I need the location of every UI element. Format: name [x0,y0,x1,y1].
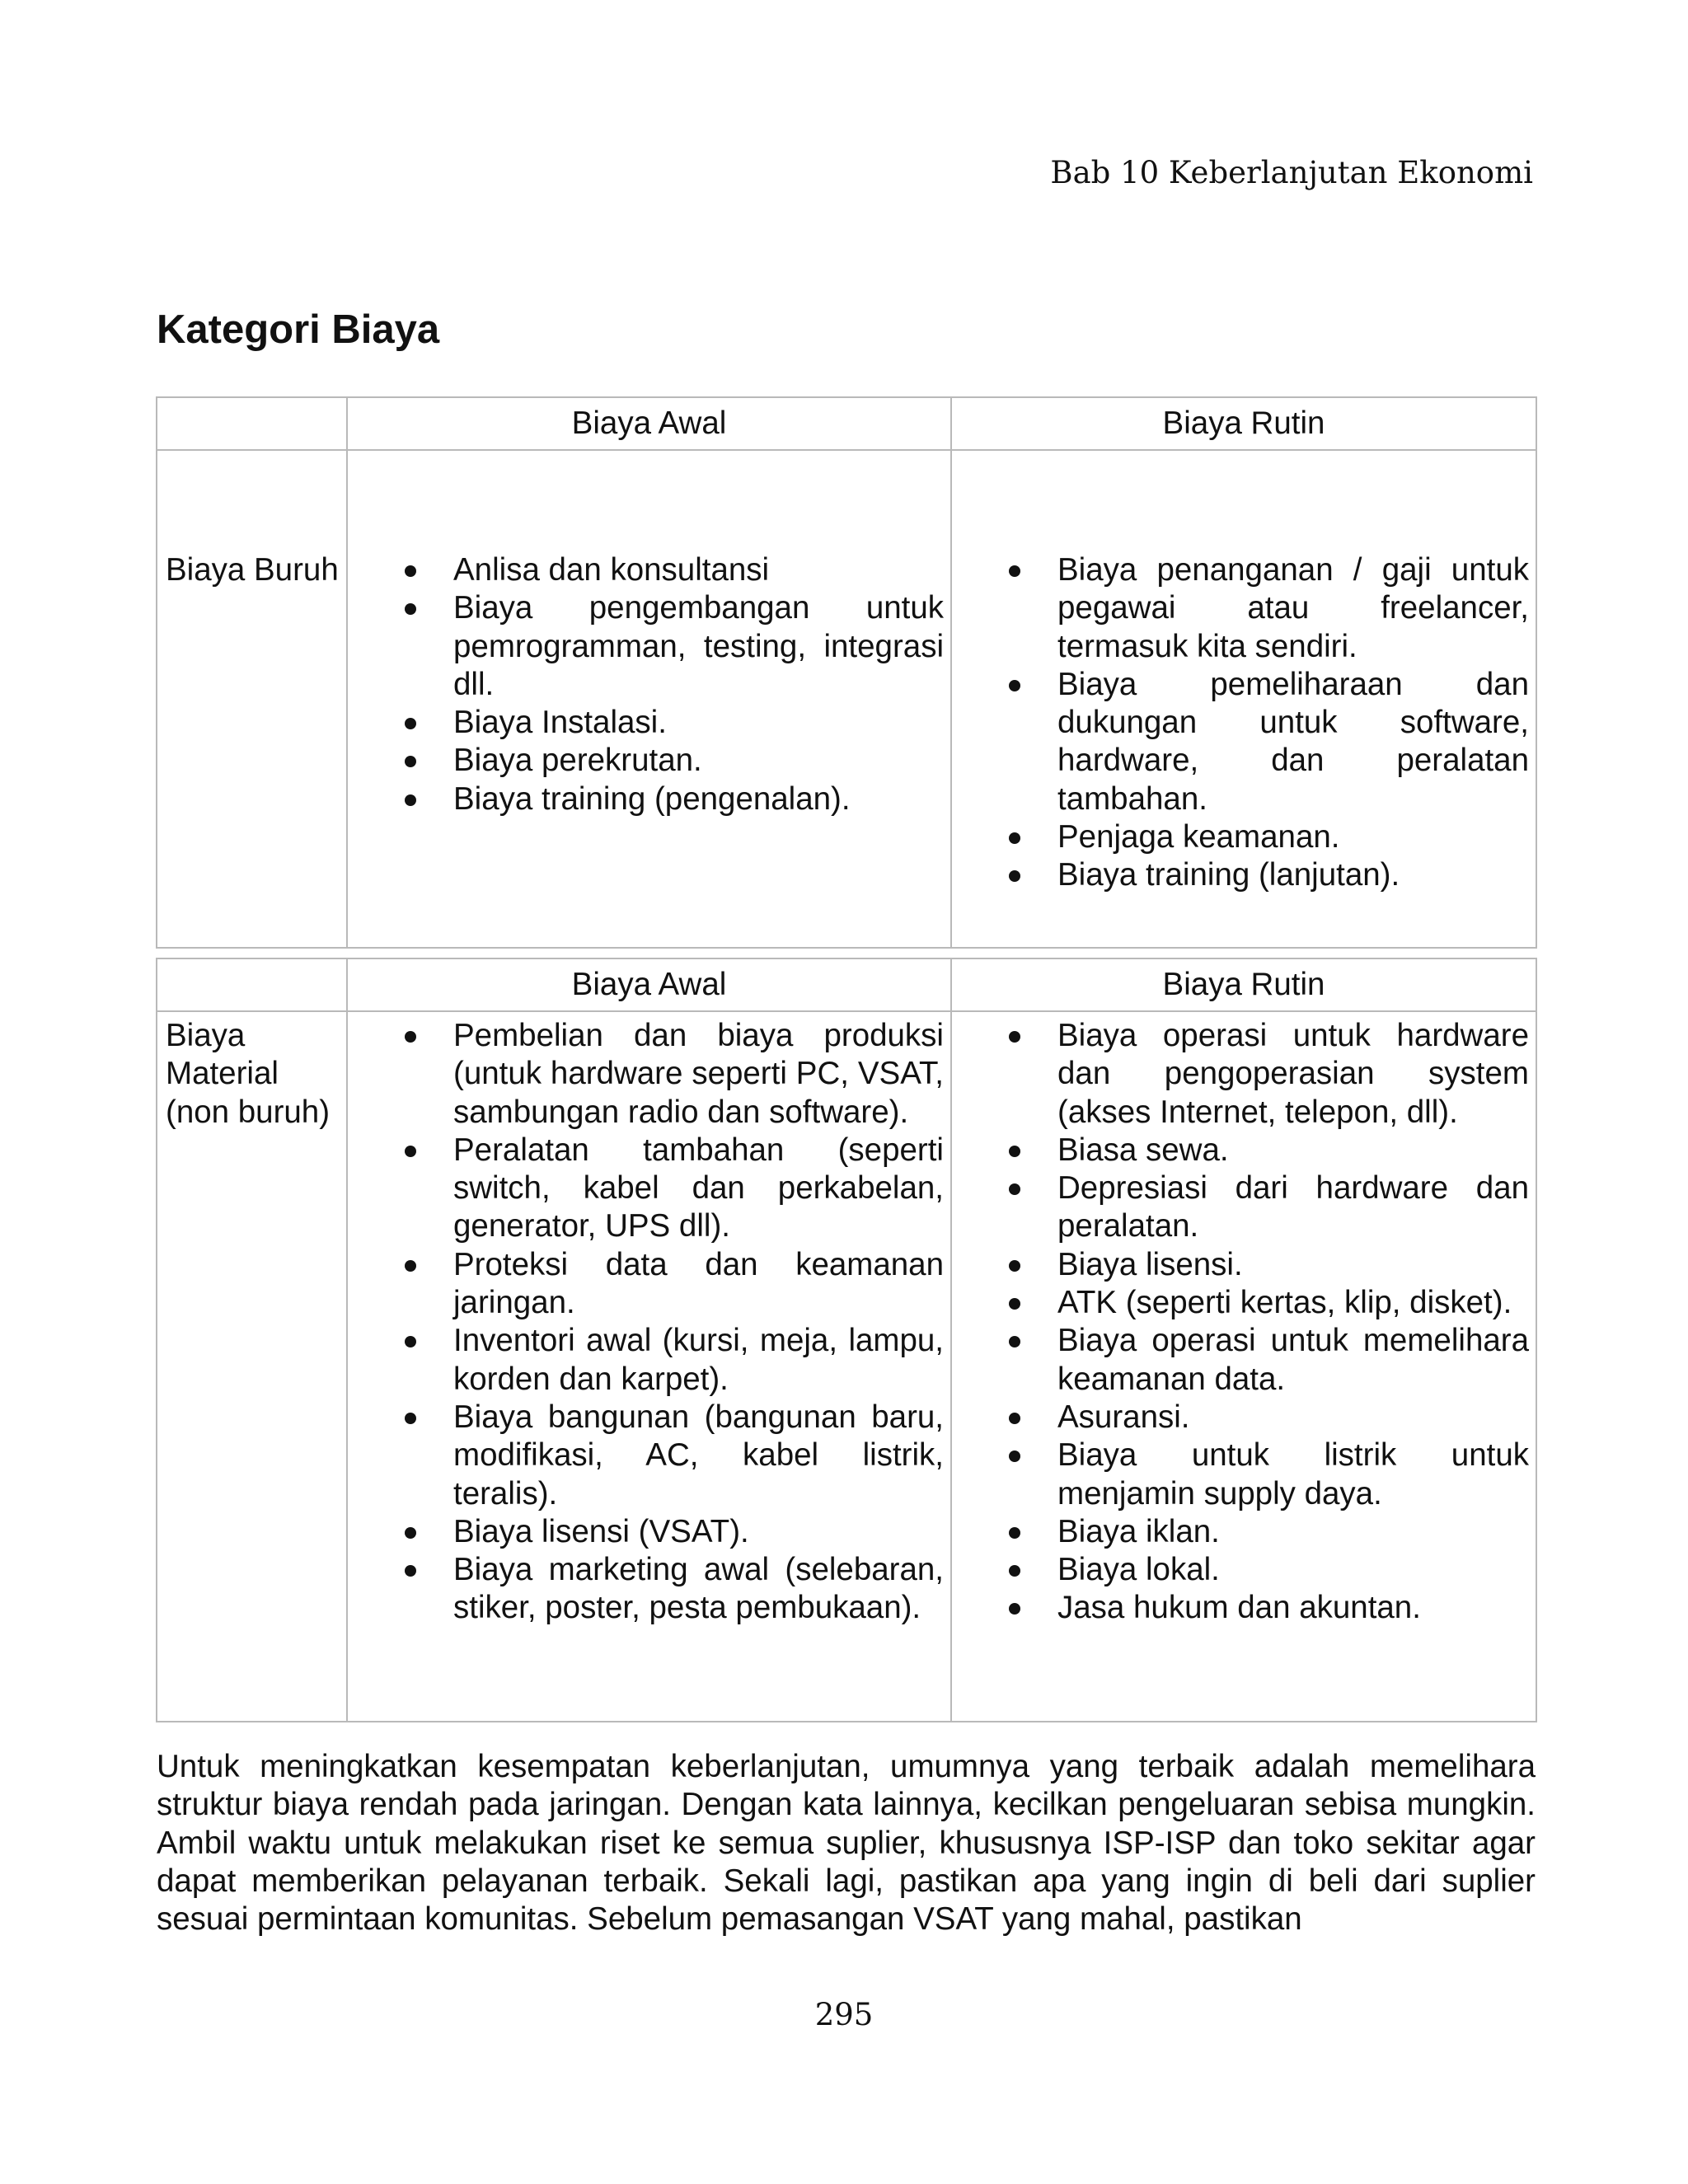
header-cell-biaya-rutin: Biaya Rutin [951,397,1536,450]
rutin-list [952,551,1529,895]
body-paragraph: Untuk meningkatkan kesempatan keberlanjutan, umumnya yang terbaik adalah memelihara struktur biaya rendah pada jaringan. Dengan kata lainnya, kecilkan pengeluaran sebisa mungkin. Ambil waktu untuk melakukan riset ke semua suplier, khususnya ISP-ISP dan toko sekitar agar dapat memberikan pelayanan terbaik. Sekali lagi, pastikan apa yang ingin di beli dari suplier sesuai permintaan komunitas. Sebelum pemasangan VSAT yang mahal, pastikan [157,1749,1536,1938]
running-header: Bab 10 Keberlanjutan Ekonomi [1050,155,1533,190]
header-cell-biaya-awal: Biaya Awal [347,958,951,1011]
list-item: Proteksi data dan keamanan jaringan. [348,1246,944,1323]
header-cell-biaya-awal: Biaya Awal [347,397,951,450]
list-item: Biaya Instalasi. [348,704,944,742]
awal-list [348,551,944,818]
list-item: Penjaga keamanan. [952,818,1529,856]
material-cost-table [156,958,1537,1722]
labor-cost-table [156,396,1537,949]
list-item: Biaya lokal. [952,1551,1529,1589]
section-title: Kategori Biaya [157,307,440,352]
list-item: Asuransi. [952,1399,1529,1436]
awal-cell [347,1011,951,1722]
list-item: Biaya pengembangan untuk pemrogramman, testing, integrasi dll. [348,589,944,704]
rutin-cell [951,1011,1536,1722]
list-item: Peralatan tambahan (seperti switch, kabel dan perkabelan, generator, UPS dll). [348,1132,944,1246]
list-item: Biaya operasi untuk memelihara keamanan data. [952,1322,1529,1399]
list-item: Biaya lisensi. [952,1246,1529,1284]
list-item: Inventori awal (kursi, meja, lampu, korden dan karpet). [348,1322,944,1399]
list-item: Biaya penanganan / gaji untuk pegawai atau freelancer, termasuk kita sendiri. [952,551,1529,666]
table-header-row [157,397,1536,450]
list-item: Biaya pemeliharaan dan dukungan untuk software, hardware, dan peralatan tambahan. [952,666,1529,818]
awal-list [348,1017,944,1628]
list-item: Jasa hukum dan akuntan. [952,1589,1529,1627]
header-cell-empty [157,958,347,1011]
table-row [157,450,1536,948]
list-item: Biaya training (pengenalan). [348,780,944,818]
list-item: Biaya bangunan (bangunan baru, modifikasi, AC, kabel listrik, teralis). [348,1399,944,1513]
list-item: Biaya training (lanjutan). [952,856,1529,894]
row-label-biaya-buruh: Biaya Buruh [157,450,347,948]
list-item: Biaya operasi untuk hardware dan pengoperasian system (akses Internet, telepon, dll). [952,1017,1529,1132]
list-item: Biaya untuk listrik untuk menjamin supply daya. [952,1436,1529,1513]
list-item: Biaya iklan. [952,1513,1529,1551]
table-row [157,1011,1536,1722]
rutin-cell [951,450,1536,948]
list-item: Biasa sewa. [952,1132,1529,1169]
list-item: Depresiasi dari hardware dan peralatan. [952,1169,1529,1246]
list-item: Biaya lisensi (VSAT). [348,1513,944,1551]
list-item: ATK (seperti kertas, klip, disket). [952,1284,1529,1322]
awal-cell [347,450,951,948]
row-label-biaya-material: Biaya Material (non buruh) [157,1011,347,1722]
list-item: Biaya perekrutan. [348,742,944,780]
rutin-list [952,1017,1529,1628]
page-number: 295 [814,1997,874,2032]
list-item: Anlisa dan konsultansi [348,551,944,589]
list-item: Pembelian dan biaya produksi (untuk hardware seperti PC, VSAT, sambungan radio dan software). [348,1017,944,1132]
table-header-row [157,958,1536,1011]
list-item: Biaya marketing awal (selebaran, stiker, poster, pesta pembukaan). [348,1551,944,1628]
header-cell-empty [157,397,347,450]
header-cell-biaya-rutin: Biaya Rutin [951,958,1536,1011]
